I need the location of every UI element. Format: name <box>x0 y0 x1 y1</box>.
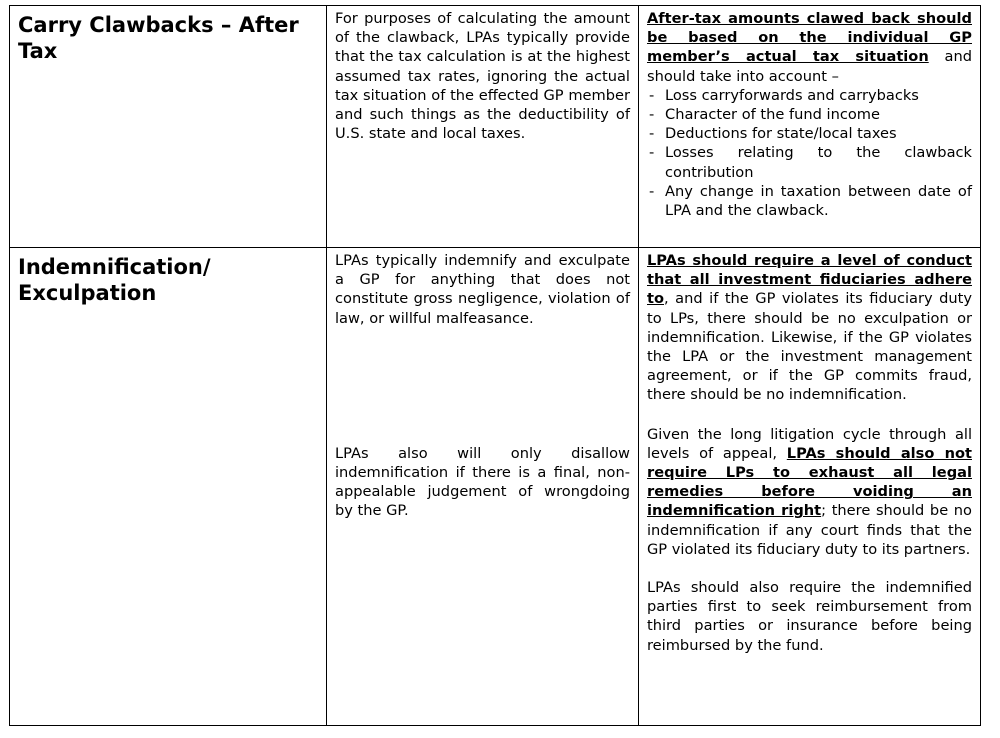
current-practice-text: LPAs typically indemnify and exculpate a GP for anything that does not constitute gross negligence, violation of law, or willful malfeasance. <box>335 252 630 327</box>
current-practice-cell <box>327 248 639 726</box>
recommendation-text: LPAs should also require the indemnified parties first to seek reimbursement from third parties or insurance before being reimbursed by the fund. <box>647 579 972 654</box>
table-row <box>10 6 981 248</box>
recommendation-text <box>647 9 972 86</box>
current-practice-text: For purposes of calculating the amount of the clawback, LPAs typically provide that the tax calculation is at the highest assumed tax rates, ignoring the actual tax situation of the effected GP member and such things as the deductibility of U.S. state and local taxes. <box>335 10 630 143</box>
list-item: - Losses relating to the clawback contribution <box>647 143 972 181</box>
topic-title: Carry Clawbacks – After Tax <box>18 13 299 63</box>
recommendation-lead: Given the long litigation cycle through all levels of appeal, <box>647 425 972 462</box>
recommendation-cell <box>639 6 981 248</box>
recommendation-text <box>647 251 972 405</box>
recommendation-continuation: and should take into account – <box>647 48 972 85</box>
topic-cell <box>10 248 327 726</box>
policy-table <box>9 5 981 726</box>
list-item: - Character of the fund income <box>647 105 972 124</box>
recommendation-emphasis: LPAs should require a level of conduct that all investment fiduciaries adhere to <box>647 252 972 308</box>
recommendation-bullets <box>647 86 972 220</box>
topic-title: Indemnification/ Exculpation <box>18 255 211 305</box>
list-item: - Any change in taxation between date of LPA and the clawback. <box>647 182 972 220</box>
list-item: - Deductions for state/local taxes <box>647 124 972 143</box>
recommendation-emphasis: LPAs should also not require LPs to exhaust all legal remedies before voiding an indemnification right <box>647 444 972 520</box>
recommendation-emphasis: After-tax amounts clawed back should be based on the individual GP member’s actual tax situation <box>647 10 972 66</box>
recommendation-continuation: ; there should be no indemnification if any court finds that the GP violated its fiduciary duty to its partners. <box>647 502 972 558</box>
recommendation-cell <box>639 248 981 726</box>
current-practice-cell <box>327 6 639 248</box>
topic-cell <box>10 6 327 248</box>
recommendation-continuation: , and if the GP violates its fiduciary duty to LPs, there should be no exculpation or indemnification. Likewise, if the GP violates the LPA or the investment management agreement, or if the GP commits fraud, there should be no indemnification. <box>647 290 972 404</box>
current-practice-text: LPAs also will only disallow indemnification if there is a final, non-appealable judgement of wrongdoing by the GP. <box>335 444 630 520</box>
list-item: - Loss carryforwards and carrybacks <box>647 86 972 105</box>
table-row <box>10 248 981 726</box>
recommendation-text <box>647 425 972 559</box>
